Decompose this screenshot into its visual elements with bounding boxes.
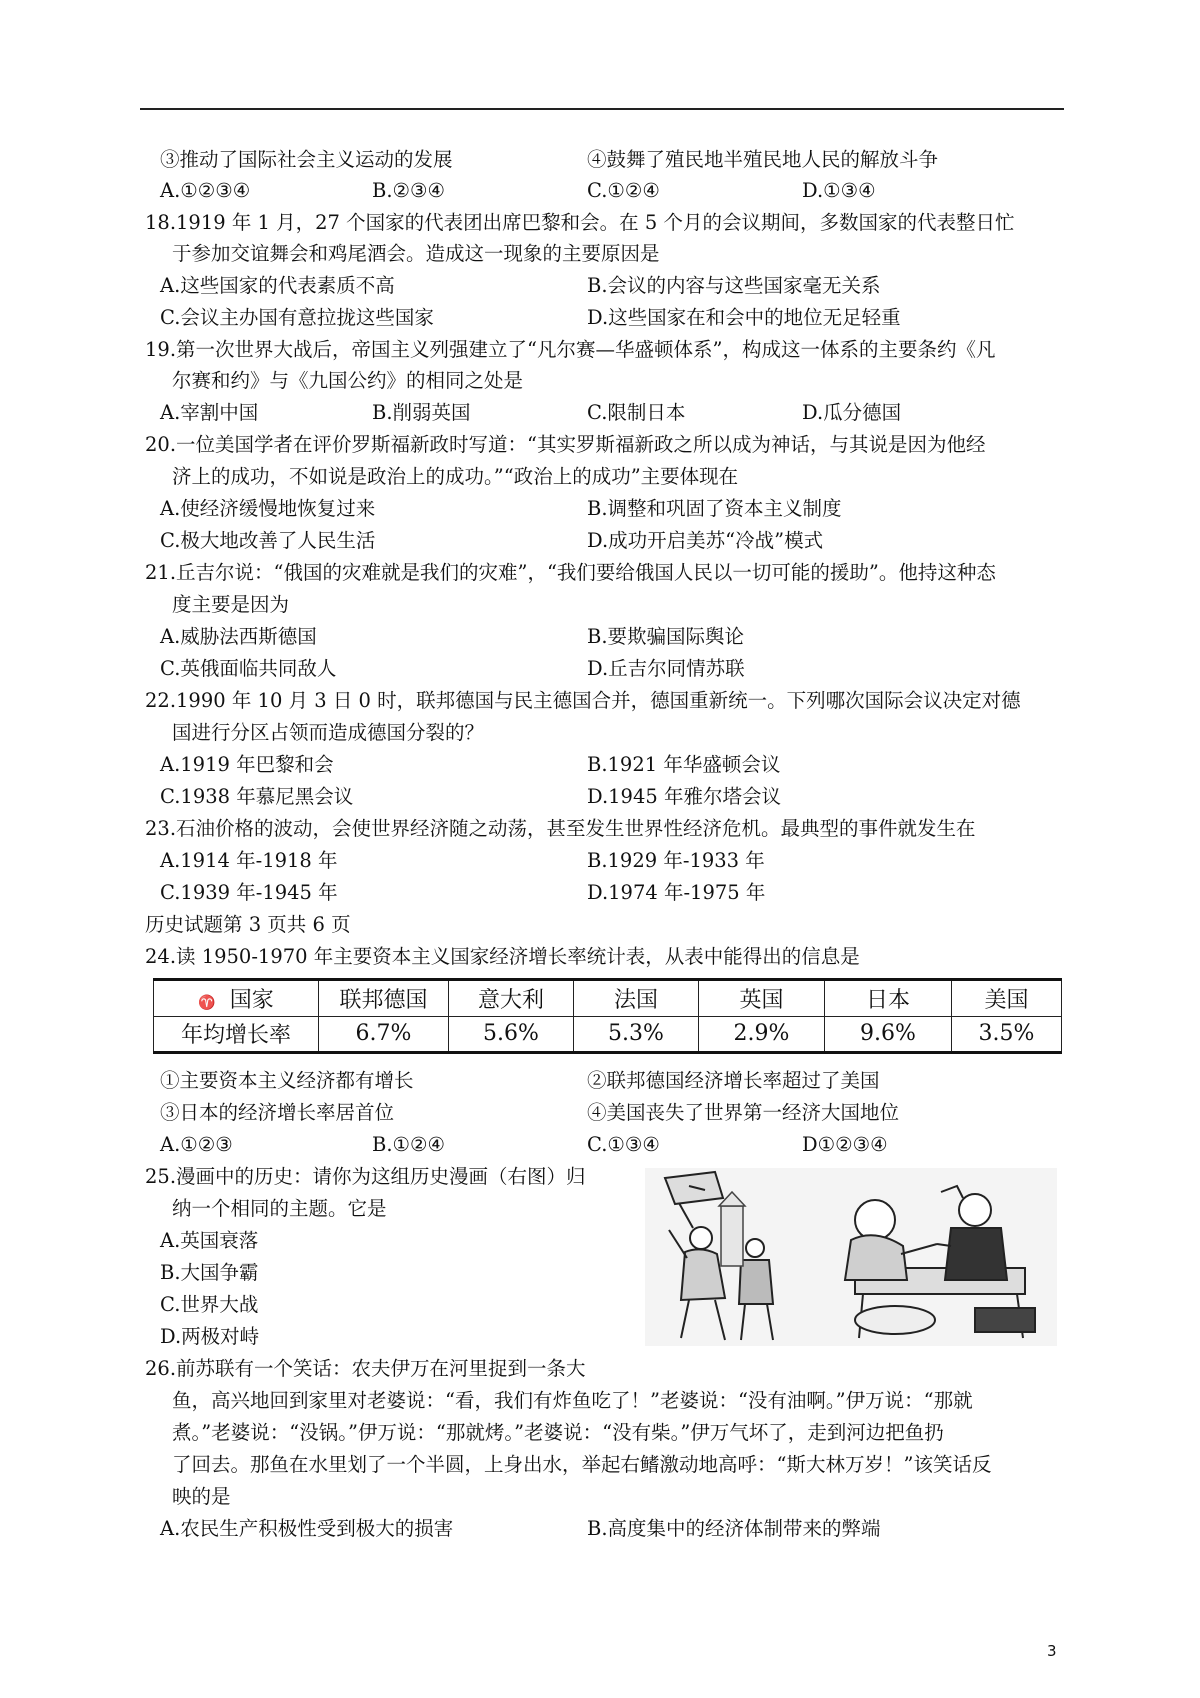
q18-stem-cont: 于参加交谊舞会和鸡尾酒会。造成这一现象的主要原因是	[172, 242, 660, 265]
q23-choice-d: D.1974 年-1975 年	[587, 881, 766, 904]
history-cartoon-image	[645, 1168, 1057, 1346]
q25-stem-cont: 纳一个相同的主题。它是	[172, 1197, 387, 1220]
q21-choice-b: B.要欺骗国际舆论	[587, 625, 745, 648]
q21-stem: 21.丘吉尔说：“俄国的灾难就是我们的灾难”，“我们要给俄国人民以一切可能的援助”。他持这种态	[145, 561, 996, 584]
table-cell: 2.9%	[699, 1016, 825, 1053]
q22-stem: 22.1990 年 10 月 3 日 0 时，联邦德国与民主德国合并，德国重新统一。下列哪次国际会议决定对德	[145, 689, 1021, 712]
table-header-cell: 英国	[699, 980, 825, 1017]
q23-choice-a: A.1914 年-1918 年	[160, 849, 338, 872]
q26-choice-b: B.高度集中的经济体制带来的弊端	[587, 1517, 881, 1540]
q21-choice-c: C.英俄面临共同敌人	[160, 657, 337, 680]
q19-choice-c: C.限制日本	[587, 401, 686, 424]
q24-option-2: ②联邦德国经济增长率超过了美国	[587, 1069, 880, 1092]
q19-stem-cont: 尔赛和约》与《九国公约》的相同之处是	[172, 369, 524, 392]
q24-choice-c: C.①③④	[587, 1133, 660, 1156]
q24-choice-b: B.①②④	[372, 1133, 445, 1156]
table-header-cell: 日本	[825, 980, 952, 1017]
q22-stem-cont: 国进行分区占领而造成德国分裂的？	[172, 721, 485, 744]
q19-choice-b: B.削弱英国	[372, 401, 471, 424]
q26-stem-cont-1: 鱼，高兴地回到家里对老婆说：“看，我们有炸鱼吃了！”老婆说：“没有油啊。”伊万说：“那就	[172, 1389, 973, 1412]
q18-choice-c: C.会议主办国有意拉拢这些国家	[160, 306, 434, 329]
table-header-row	[154, 980, 1062, 1017]
q17-choice-a: A.①②③④	[160, 179, 251, 202]
q17-option-3: ③推动了国际社会主义运动的发展	[160, 148, 453, 171]
q22-choice-c: C.1938 年慕尼黑会议	[160, 785, 354, 808]
q26-stem-cont-2: 煮。”老婆说：“没锅。”伊万说：“那就烤。”老婆说：“没有柴。”伊万气坏了，走到河边把鱼扔	[172, 1421, 944, 1444]
page-footer-text: 历史试题第 3 页共 6 页	[145, 913, 351, 936]
q23-choice-c: C.1939 年-1945 年	[160, 881, 338, 904]
table-header-cell: 联邦德国	[319, 980, 449, 1017]
q24-choice-a: A.①②③	[160, 1133, 233, 1156]
q20-choice-a: A.使经济缓慢地恢复过来	[160, 497, 376, 520]
q22-choice-d: D.1945 年雅尔塔会议	[587, 785, 781, 808]
page-number: 3	[1047, 1642, 1057, 1660]
q18-choice-d: D.这些国家在和会中的地位无足轻重	[587, 306, 901, 329]
table-header-cell: 法国	[574, 980, 699, 1017]
q25-choice-d: D.两极对峙	[160, 1325, 260, 1348]
tower-drawing	[719, 1192, 745, 1266]
q25-choice-a: A.英国衰落	[160, 1229, 259, 1252]
q20-choice-d: D.成功开启美苏“冷战”模式	[587, 529, 824, 552]
q19-stem: 19.第一次世界大战后，帝国主义列强建立了“凡尔赛—华盛顿体系”，构成这一体系的主要条约《凡	[145, 338, 996, 361]
q17-choice-d: D.①③④	[802, 179, 876, 202]
table-row	[154, 1016, 1062, 1053]
q21-choice-d: D.丘吉尔同情苏联	[587, 657, 745, 680]
q18-choice-b: B.会议的内容与这些国家毫无关系	[587, 274, 881, 297]
q25-choice-c: C.世界大战	[160, 1293, 259, 1316]
q26-stem-cont-3: 了回去。那鱼在水里划了一个半圆，上身出水，举起右鳍激动地高呼：“斯大林万岁！”该笑话反	[172, 1453, 992, 1476]
q20-stem: 20.一位美国学者在评价罗斯福新政时写道：“其实罗斯福新政之所以成为神话，与其说是因为他经	[145, 433, 986, 456]
table-cell: 9.6%	[825, 1016, 952, 1053]
q26-choice-a: A.农民生产积极性受到极大的损害	[160, 1517, 454, 1540]
table-header-cell: ♈ 国家	[154, 980, 319, 1017]
q17-choice-b: B.②③④	[372, 179, 445, 202]
table-cell: 5.6%	[449, 1016, 574, 1053]
q21-stem-cont: 度主要是因为	[172, 593, 290, 616]
q24-option-1: ①主要资本主义经济都有增长	[160, 1069, 414, 1092]
q18-choice-a: A.这些国家的代表素质不高	[160, 274, 395, 297]
mark-icon: ♈	[198, 994, 216, 1011]
q21-choice-a: A.威胁法西斯德国	[160, 625, 317, 648]
table-cell: 5.3%	[574, 1016, 699, 1053]
q25-choice-b: B.大国争霸	[160, 1261, 259, 1284]
header-rule	[140, 108, 1064, 110]
q19-choice-d: D.瓜分德国	[802, 401, 902, 424]
q22-choice-b: B.1921 年华盛顿会议	[587, 753, 781, 776]
q23-stem: 23.石油价格的波动，会使世界经济随之动荡，甚至发生世界性经济危机。最典型的事件就发生在	[145, 817, 976, 840]
q19-choice-a: A.宰割中国	[160, 401, 259, 424]
table-cell: 年均增长率	[154, 1016, 319, 1053]
q26-stem-cont-4: 映的是	[172, 1485, 231, 1508]
q20-stem-cont: 济上的成功，不如说是政治上的成功。”“政治上的成功”主要体现在	[172, 465, 739, 488]
table-header-cell: 美国	[952, 980, 1062, 1017]
q23-choice-b: B.1929 年-1933 年	[587, 849, 765, 872]
q18-stem: 18.1919 年 1 月，27 个国家的代表团出席巴黎和会。在 5 个月的会议期间，多数国家的代表整日忙	[145, 211, 1015, 234]
q20-choice-b: B.调整和巩固了资本主义制度	[587, 497, 842, 520]
q22-choice-a: A.1919 年巴黎和会	[160, 753, 334, 776]
growth-rate-table	[153, 978, 1062, 1054]
q24-option-3: ③日本的经济增长率居首位	[160, 1101, 395, 1124]
q17-option-4: ④鼓舞了殖民地半殖民地人民的解放斗争	[587, 148, 939, 171]
q24-stem: 24.读 1950-1970 年主要资本主义国家经济增长率统计表，从表中能得出的信息是	[145, 945, 860, 968]
q20-choice-c: C.极大地改善了人民生活	[160, 529, 376, 552]
table-header-cell: 意大利	[449, 980, 574, 1017]
q24-option-4: ④美国丧失了世界第一经济大国地位	[587, 1101, 900, 1124]
q17-choice-c: C.①②④	[587, 179, 660, 202]
table-cell: 3.5%	[952, 1016, 1062, 1053]
q24-choice-d: D①②③④	[802, 1133, 888, 1156]
table-cell: 6.7%	[319, 1016, 449, 1053]
q26-stem: 26.前苏联有一个笑话：农夫伊万在河里捉到一条大	[145, 1357, 586, 1380]
q25-stem: 25.漫画中的历史：请你为这组历史漫画（右图）归	[145, 1165, 586, 1188]
